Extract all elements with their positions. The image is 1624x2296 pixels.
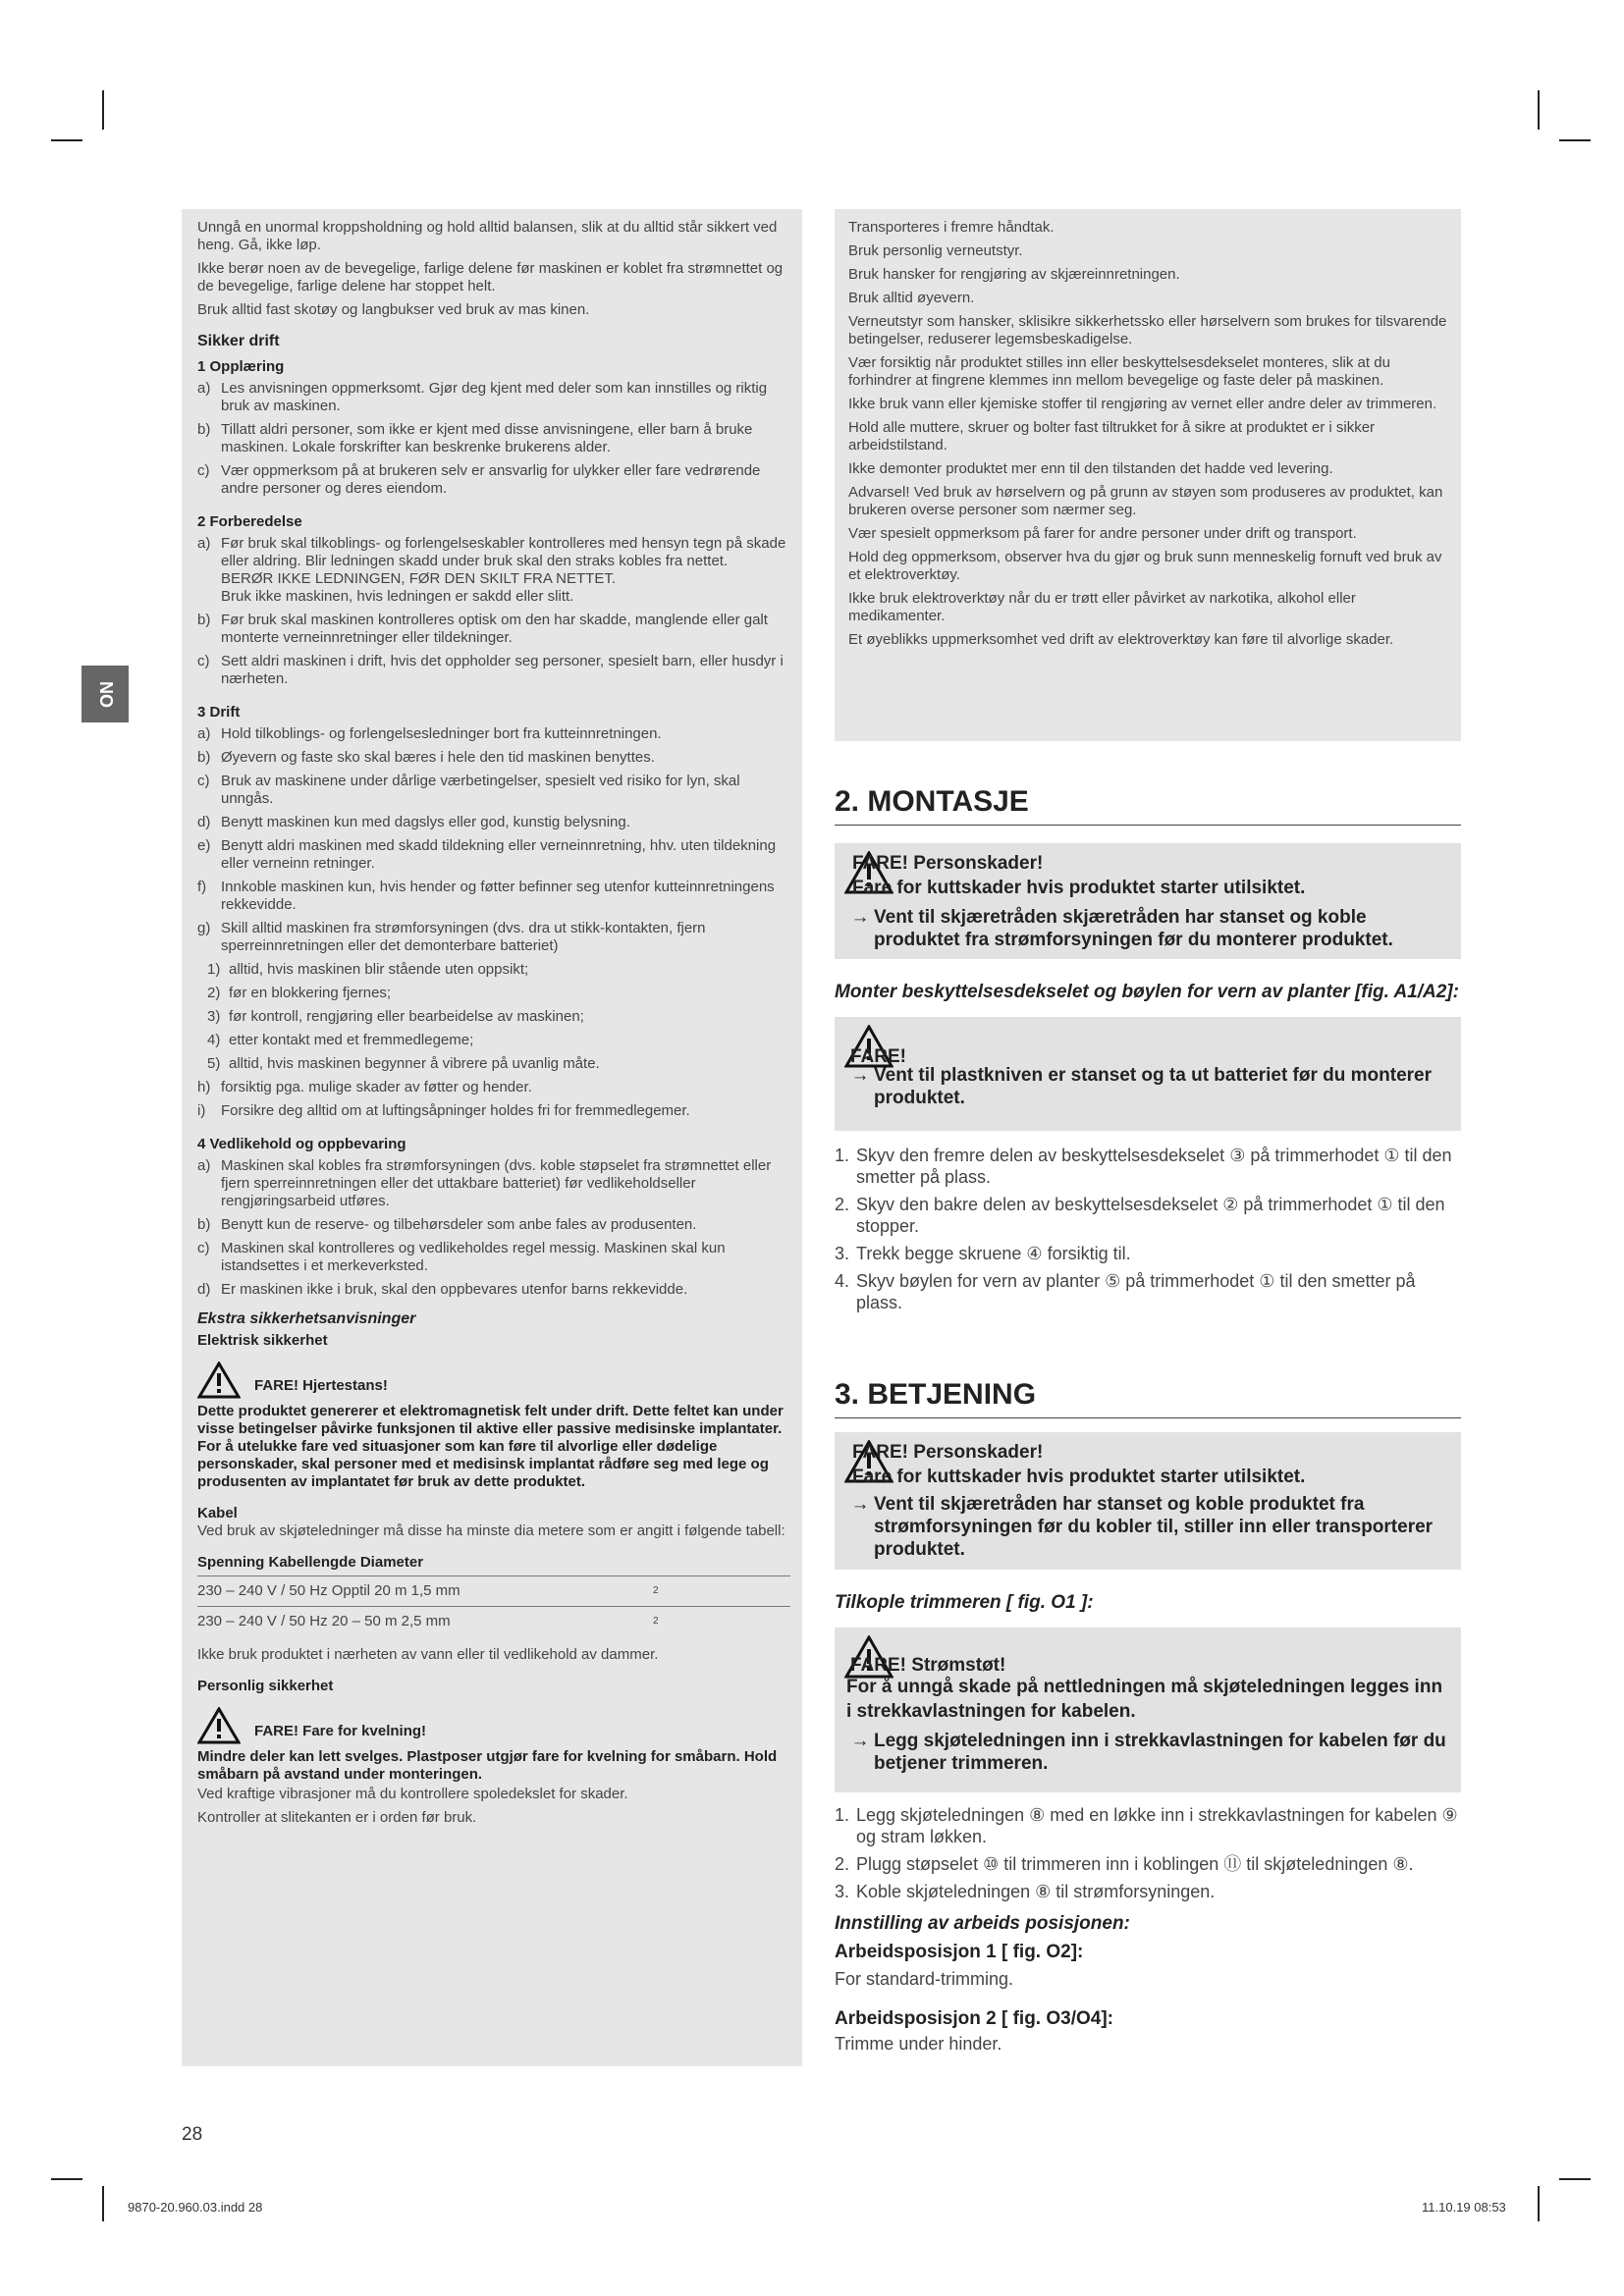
list-item	[835, 1270, 1461, 1313]
paragraph: Unngå en unormal kroppsholdning og hold alltid balansen, slik at du alltid står sikkert ved heng. Gå, ikke løp.	[197, 219, 778, 253]
warning-instruction	[846, 1730, 1451, 1775]
paragraph: Ved bruk av skjøteledninger må disse ha minste dia metere som er angitt i følgende tabell:	[197, 1522, 785, 1539]
list-marker: c)	[197, 773, 210, 789]
list-item	[197, 1079, 790, 1096]
list-item	[197, 773, 790, 808]
table-cell: 230 – 240 V / 50 Hz 20 – 50 m 2,5 mm	[197, 1607, 653, 1637]
instruction-text: Vent til plastkniven er stanset og ta ut batteriet før du monterer produktet.	[874, 1065, 1432, 1108]
arrow-right-icon: →	[850, 1494, 870, 1515]
heading-pos2: Arbeidsposisjon 2 [ fig. O3/O4]:	[835, 2008, 1113, 2029]
paragraph: Ikke berør noen av de bevegelige, farlige delene før maskinen er koblet fra strømnettet og de bevegelige, farlige delene har stoppet helt.	[197, 260, 784, 294]
section-title-montasje: 2. MONTASJE	[835, 785, 1461, 826]
list-item	[197, 1281, 790, 1299]
list-text: Vær oppmerksom på at brukeren selv er ansvarlig for ulykker eller fare vedrørende andre personer og deres eiendom.	[221, 462, 761, 497]
footer-date: 11.10.19 08:53	[1422, 2200, 1506, 2215]
text: Før bruk skal tilkoblings- og forlengelseskabler kontrolleres med hensyn tegn på skade eller aldring. Blir ledningen skadd under bruk skal den straks kobles fra nettet.	[221, 535, 786, 569]
sub-list-item	[207, 1032, 790, 1049]
list-text: Bruk av maskinene under dårlige værbetingelser, spesielt ved risiko for lyn, skal unngås.	[221, 773, 740, 807]
list-text: Sett aldri maskinen i drift, hvis det oppholder seg personer, spesielt barn, eller husdyr i nærheten.	[221, 653, 784, 687]
list-text: før kontroll, rengjøring eller bearbeidelse av maskinen;	[229, 1008, 584, 1025]
list-marker: a)	[197, 725, 211, 742]
arrow-right-icon: →	[850, 1065, 870, 1086]
list-marker: d)	[197, 1281, 211, 1298]
warning-title: FARE!	[850, 1046, 906, 1067]
paragraph: Bruk personlig verneutstyr.	[848, 242, 1023, 259]
list-marker: 4)	[207, 1032, 221, 1048]
heading-elektrisk: Elektrisk sikkerhet	[197, 1332, 328, 1349]
crop-mark	[102, 2186, 104, 2221]
list-text: Koble skjøteledningen ⑧ til strømforsyningen.	[856, 1882, 1216, 1901]
list-item	[197, 879, 790, 914]
paragraph: Hold alle muttere, skruer og bolter fast tiltrukket for å sikre at produktet er i sikker arbeidstilstand.	[848, 419, 1376, 454]
list-item	[835, 1243, 1461, 1264]
danger-label: FARE! Fare for kvelning!	[254, 1723, 427, 1739]
list-marker: g)	[197, 920, 211, 936]
steps-list	[835, 1145, 1461, 1313]
steps-list	[835, 1804, 1461, 1902]
crop-mark	[1559, 139, 1591, 141]
list-marker: b)	[197, 1216, 211, 1233]
instruction-text: Vent til skjæretråden skjæretråden har stanset og koble produktet fra strømforsyningen før du monterer produktet.	[874, 907, 1393, 950]
arrow-right-icon: →	[850, 1731, 870, 1751]
list-text: Skill alltid maskinen fra strømforsyningen (dvs. dra ut stikk-kontakten, fjern sperreinnretningen eller det demonterbare batteriet)	[221, 920, 706, 954]
list-item	[835, 1145, 1461, 1188]
warning-triangle-icon	[197, 1707, 241, 1744]
list-marker: c)	[197, 462, 210, 479]
crop-mark	[1538, 90, 1540, 130]
list-item	[197, 380, 790, 415]
instruction-text: Vent til skjæretråden har stanset og koble produktet fra strømforsyningen før du kobler til, stiller inn eller transporterer produktet.	[874, 1494, 1434, 1560]
list-text: Maskinen skal kobles fra strømforsyningen (dvs. koble støpselet fra strømnettet eller fjern sperreinnretningen eller det uttakbare batteriet) før vedlikeholdseller rengjøringsarbeid utføres.	[221, 1157, 772, 1209]
list-marker: b)	[197, 612, 211, 628]
heading-kabel: Kabel	[197, 1505, 238, 1522]
table-cell: 2	[653, 1607, 790, 1637]
list-text: forsiktig pga. mulige skader av føtter og hender.	[221, 1079, 532, 1095]
paragraph: Hold deg oppmerksom, observer hva du gjør og bruk sunn menneskelig fornuft ved bruk av et elektroverktøy.	[848, 549, 1442, 583]
list-item	[197, 1102, 790, 1120]
paragraph: Ved kraftige vibrasjoner må du kontrollere spoledekslet for skader.	[197, 1786, 628, 1802]
table-row	[197, 1576, 790, 1607]
warning-line: Fare for kuttskader hvis produktet starter utilsiktet.	[852, 878, 1306, 898]
heading-forberedelse: 2 Forberedelse	[197, 513, 302, 530]
warning-box-montasje	[835, 843, 1461, 959]
heading-opplaering: 1 Opplæring	[197, 358, 285, 375]
list-text: Forsikre deg alltid om at luftingsåpninger holdes fri for fremmedlegemer.	[221, 1102, 690, 1119]
text: Bruk ikke maskinen, hvis ledningen er sakdd eller slitt.	[221, 588, 574, 605]
warning-box-stromstot	[835, 1628, 1461, 1792]
list-marker: 2.	[835, 1195, 850, 1214]
sub-list-item	[207, 1055, 790, 1073]
right-safety-box	[835, 209, 1461, 741]
list-text: alltid, hvis maskinen blir stående uten oppsikt;	[229, 961, 529, 978]
list-text: Er maskinen ikke i bruk, skal den oppbevares utenfor barns rekkevidde.	[221, 1281, 688, 1298]
list-marker: a)	[197, 1157, 211, 1174]
paragraph: Verneutstyr som hansker, sklisikre sikkerhetssko eller hørselvern som brukes for tilsvarende betingelser, reduserer legemsbeskadigelse.	[848, 313, 1447, 347]
list-text: Innkoble maskinen kun, hvis hender og føtter befinner seg utenfor kutteinnretningens rekkevidde.	[221, 879, 775, 913]
sub-list-item	[207, 985, 790, 1002]
paragraph: Bruk alltid øyevern.	[848, 290, 975, 306]
list-item	[197, 612, 790, 647]
crop-mark	[1538, 2186, 1540, 2221]
heading-personlig: Personlig sikkerhet	[197, 1678, 334, 1694]
subheading-tilkople: Tilkople trimmeren [ fig. O1 ]:	[835, 1592, 1094, 1613]
list-text: før en blokkering fjernes;	[229, 985, 392, 1001]
list-text: Benytt kun de reserve- og tilbehørsdeler som anbe fales av produsenten.	[221, 1216, 697, 1233]
paragraph: Advarsel! Ved bruk av hørselvern og på grunn av støyen som produseres av produktet, kan brukeren overse personer som nærmer seg.	[848, 484, 1443, 518]
sub-list-item	[207, 1008, 790, 1026]
warning-triangle-icon	[197, 1362, 241, 1399]
list-text	[221, 535, 790, 606]
paragraph: Ikke bruk elektroverktøy når du er trøtt eller påvirket av narkotika, alkohol eller medikamenter.	[848, 590, 1356, 624]
heading-ekstra: Ekstra sikkerhetsanvisninger	[197, 1310, 416, 1327]
paragraph: For standard-trimming.	[835, 1969, 1014, 1989]
table-cell: 230 – 240 V / 50 Hz Opptil 20 m 1,5 mm	[197, 1576, 653, 1607]
betjening-section	[835, 1378, 1461, 2055]
list-item	[197, 837, 790, 873]
list-marker: 3.	[835, 1882, 850, 1901]
list-item	[197, 749, 790, 767]
paragraph: Trimme under hinder.	[835, 2034, 1002, 2054]
list-marker: 3.	[835, 1244, 850, 1263]
list-marker: 1.	[835, 1805, 850, 1825]
warning-title: FARE! Personskader!	[852, 1442, 1044, 1463]
paragraph: Bruk alltid fast skotøy og langbukser ved bruk av mas kinen.	[197, 301, 590, 318]
paragraph: Ikke demonter produktet mer enn til den tilstanden det hadde ved levering.	[848, 460, 1333, 477]
table-row	[197, 1607, 790, 1637]
list-marker: d)	[197, 814, 211, 830]
warning-instruction	[846, 1493, 1451, 1561]
warning-text: For å unngå skade på nettledningen må skjøteledningen legges inn i strekkavlastningen for kabelen.	[846, 1677, 1443, 1722]
list-marker: 4.	[835, 1271, 850, 1291]
left-safety-box	[182, 209, 802, 2066]
warning-box-betjening	[835, 1432, 1461, 1570]
heading-vedlikehold: 4 Vedlikehold og oppbevaring	[197, 1136, 406, 1152]
warning-title: FARE! Personskader!	[852, 853, 1044, 874]
danger-label: FARE! Hjertestans!	[254, 1377, 388, 1394]
heading-drift: 3 Drift	[197, 704, 241, 721]
list-item	[197, 920, 790, 955]
list-item	[197, 653, 790, 688]
danger-text: Dette produktet genererer et elektromagnetisk felt under drift. Dette feltet kan under visse betingelser påvirke funksjonen til aktive eller passive medisinske implantater. For å utelukke fare ved situasjoner som kan føre til alvorlige eller dødelige personskader, skal personer med et medisinsk implantat rådføre seg med lege og produsenten av implantatet før bruk av dette produktet.	[197, 1403, 784, 1490]
paragraph: Vær forsiktig når produktet stilles inn eller beskyttelsesdekselet monteres, slik at du forhindrer at fingrene klemmes inn mellom bevegelige og faste deler på maskinen.	[848, 354, 1390, 389]
list-marker: a)	[197, 380, 211, 397]
list-marker: 2.	[835, 1854, 850, 1874]
table-header: Spenning Kabellengde Diameter	[197, 1554, 424, 1571]
instruction-text: Legg skjøteledningen inn i strekkavlastningen for kabelen før du betjener trimmeren.	[874, 1731, 1446, 1774]
table-cell: 2	[653, 1576, 790, 1607]
list-text: Skyv den fremre delen av beskyttelsesdekselet ③ på trimmerhodet ① til den smetter på plass.	[856, 1146, 1452, 1187]
arrow-right-icon: →	[850, 907, 870, 928]
language-tab	[81, 666, 129, 722]
list-marker: b)	[197, 749, 211, 766]
subheading-innstilling: Innstilling av arbeids posisjonen:	[835, 1913, 1130, 1934]
heading-pos1: Arbeidsposisjon 1 [ fig. O2]:	[835, 1942, 1084, 1962]
list-marker: c)	[197, 653, 210, 669]
paragraph: Ikke bruk vann eller kjemiske stoffer til rengjøring av vernet eller andre deler av trimmeren.	[848, 396, 1437, 412]
list-text: Les anvisningen oppmerksomt. Gjør deg kjent med deler som kan innstilles og riktig bruk av maskinen.	[221, 380, 768, 414]
list-item	[197, 462, 790, 498]
danger-heart	[197, 1362, 790, 1399]
crop-mark	[1559, 2178, 1591, 2180]
paragraph: Transporteres i fremre håndtak.	[848, 219, 1055, 236]
paragraph: Ikke bruk produktet i nærheten av vann eller til vedlikehold av dammer.	[197, 1646, 659, 1663]
list-text: Trekk begge skruene ④ forsiktig til.	[856, 1244, 1131, 1263]
list-marker: b)	[197, 421, 211, 438]
list-item	[197, 1157, 790, 1210]
list-marker: a)	[197, 535, 211, 552]
list-text: Maskinen skal kontrolleres og vedlikeholdes regel messig. Maskinen skal kun istandsettes i et merkeverksted.	[221, 1240, 726, 1274]
list-marker: h)	[197, 1079, 211, 1095]
list-marker: f)	[197, 879, 207, 895]
list-item	[197, 535, 790, 606]
list-marker: 1)	[207, 961, 221, 978]
list-text: Skyv den bakre delen av beskyttelsesdekselet ② på trimmerhodet ① til den stopper.	[856, 1195, 1445, 1236]
paragraph: Bruk hansker for rengjøring av skjæreinnretningen.	[848, 266, 1180, 283]
warning-instruction	[846, 1064, 1451, 1109]
list-text: Plugg støpselet ⑩ til trimmeren inn i koblingen ⑪ til skjøteledningen ⑧.	[856, 1854, 1414, 1874]
list-item	[197, 814, 790, 831]
list-text: Benytt maskinen kun med dagslys eller god, kunstig belysning.	[221, 814, 630, 830]
list-text: Før bruk skal maskinen kontrolleres optisk om den har skadde, manglende eller galt monterte verneinnretninger eller tildekninger.	[221, 612, 768, 646]
danger-choking	[197, 1707, 790, 1744]
list-text: Legg skjøteledningen ⑧ med en løkke inn i strekkavlastningen for kabelen ⑨ og stram løkken.	[856, 1805, 1458, 1846]
warning-title: FARE! Strømstøt!	[850, 1655, 1006, 1676]
list-text: alltid, hvis maskinen begynner å vibrere på uvanlig måte.	[229, 1055, 600, 1072]
list-item	[197, 1216, 790, 1234]
crop-mark	[102, 90, 104, 130]
paragraph: Vær spesielt oppmerksom på farer for andre personer under drift og transport.	[848, 525, 1357, 542]
list-item	[835, 1194, 1461, 1237]
heading-sikker-drift: Sikker drift	[197, 333, 280, 349]
list-text: etter kontakt med et fremmedlegeme;	[229, 1032, 474, 1048]
list-text: Tillatt aldri personer, som ikke er kjent med disse anvisningene, eller barn å bruke maskinen. Lokale forskrifter kan beskrenke brukerens alder.	[221, 421, 753, 455]
footer-file: 9870-20.960.03.indd 28	[128, 2200, 263, 2215]
paragraph: Kontroller at slitekanten er i orden før bruk.	[197, 1809, 477, 1826]
cable-table	[197, 1575, 790, 1636]
list-marker: e)	[197, 837, 211, 854]
language-tab-label: NO	[95, 680, 116, 708]
paragraph: Et øyeblikks uppmerksomhet ved drift av elektroverktøy kan føre til alvorlige skader.	[848, 631, 1394, 648]
danger-text: Mindre deler kan lett svelges. Plastposer utgjør fare for kvelning for småbarn. Hold småbarn på avstand under monteringen.	[197, 1748, 778, 1783]
list-text: Hold tilkoblings- og forlengelsesledninger bort fra kutteinnretningen.	[221, 725, 662, 742]
list-item	[835, 1804, 1461, 1847]
crop-mark	[51, 139, 82, 141]
list-item	[835, 1853, 1461, 1875]
crop-mark	[51, 2178, 82, 2180]
section-title-betjening: 3. BETJENING	[835, 1378, 1461, 1418]
warning-box-fare	[835, 1017, 1461, 1131]
list-marker: i)	[197, 1102, 206, 1119]
list-item	[197, 1240, 790, 1275]
list-item	[197, 725, 790, 743]
list-item	[835, 1881, 1461, 1902]
list-marker: c)	[197, 1240, 210, 1256]
list-text: Skyv bøylen for vern av planter ⑤ på trimmerhodet ① til den smetter på plass.	[856, 1271, 1416, 1312]
list-marker: 3)	[207, 1008, 221, 1025]
list-item	[197, 421, 790, 456]
warning-instruction	[846, 906, 1451, 951]
list-marker: 1.	[835, 1146, 850, 1165]
list-text: Benytt aldri maskinen med skadd tildekning eller verneinnretning, hhv. uten tildekning eller verneinn retninger.	[221, 837, 777, 872]
list-marker: 2)	[207, 985, 221, 1001]
warning-line: Fare for kuttskader hvis produktet starter utilsiktet.	[852, 1467, 1306, 1487]
list-marker: 5)	[207, 1055, 221, 1072]
subheading-monter: Monter beskyttelsesdekselet og bøylen for vern av planter [fig. A1/A2]:	[835, 982, 1459, 1002]
list-text: Øyevern og faste sko skal bæres i hele den tid maskinen benyttes.	[221, 749, 655, 766]
sub-list-item	[207, 961, 790, 979]
text: BERØR IKKE LEDNINGEN, FØR DEN SKILT FRA NETTET.	[221, 570, 617, 587]
page-number: 28	[182, 2124, 203, 2145]
montasje-section	[835, 785, 1461, 1319]
